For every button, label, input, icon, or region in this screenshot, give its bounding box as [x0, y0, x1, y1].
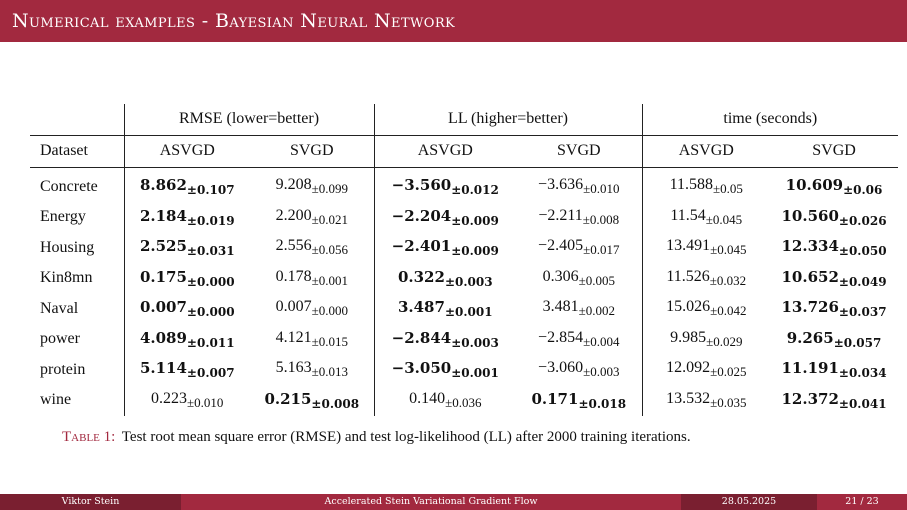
mean-value: 2.525	[139, 237, 187, 256]
method-header: SVGD	[770, 135, 898, 167]
std-subscript: ±0.000	[311, 303, 348, 319]
mean-value: −3.560	[391, 176, 452, 195]
value-cell	[642, 233, 770, 264]
group-header-rmse: RMSE (lower=better)	[124, 104, 374, 135]
value	[275, 206, 348, 227]
dataset-name-cell: power	[40, 330, 80, 348]
value-cell	[374, 263, 516, 294]
mean-value: 12.092	[666, 359, 711, 377]
std-subscript: ±0.019	[186, 213, 235, 228]
std-subscript: ±0.05	[713, 181, 743, 197]
std-subscript: ±0.003	[444, 274, 493, 289]
value-cell	[516, 233, 642, 264]
mean-value: −3.636	[538, 176, 584, 194]
best-value	[139, 237, 235, 259]
std-subscript: ±0.045	[705, 211, 743, 227]
best-value	[785, 176, 883, 198]
value	[666, 267, 747, 288]
best-value	[781, 267, 887, 289]
best-value	[781, 206, 887, 228]
value-cell	[516, 355, 642, 386]
value-cell	[516, 263, 642, 294]
value-cell	[374, 202, 516, 233]
std-subscript: ±0.034	[838, 366, 887, 381]
method-header: SVGD	[516, 135, 642, 167]
mean-value: 13.491	[666, 237, 711, 255]
table-row	[30, 202, 898, 233]
std-subscript: ±0.025	[710, 364, 747, 380]
value-cell	[770, 294, 898, 325]
std-subscript: ±0.000	[186, 274, 235, 289]
mean-value: 11.191	[781, 359, 839, 378]
mean-value: 0.223	[151, 389, 188, 407]
best-value	[781, 237, 887, 259]
value	[151, 389, 224, 410]
std-subscript: ±0.099	[311, 181, 348, 197]
best-value	[781, 389, 887, 411]
mean-value: 10.652	[781, 267, 839, 286]
std-subscript: ±0.018	[578, 396, 627, 411]
mean-value: −2.204	[391, 206, 452, 225]
value-cell	[516, 294, 642, 325]
mean-value: 3.481	[542, 298, 579, 316]
value	[669, 176, 743, 197]
table-row	[30, 324, 898, 355]
value-cell	[516, 385, 642, 416]
std-subscript: ±0.021	[311, 211, 348, 227]
value-cell	[770, 355, 898, 386]
std-subscript: ±0.012	[451, 183, 499, 198]
dataset-name-cell: Concrete	[40, 177, 98, 195]
footer-date: 28.05.2025	[681, 494, 817, 510]
slide-title: Numerical examples - Bayesian Neural Network	[12, 10, 456, 32]
value-cell	[642, 355, 770, 386]
std-subscript: ±0.001	[451, 366, 499, 381]
value-cell	[250, 324, 374, 355]
footer-title: Accelerated Stein Variational Gradient Flow	[181, 494, 681, 510]
std-subscript: ±0.057	[833, 335, 882, 350]
value-cell	[250, 294, 374, 325]
best-value	[391, 176, 499, 198]
mean-value: 11.54	[670, 206, 706, 224]
value	[538, 359, 620, 380]
value	[275, 267, 348, 288]
value	[275, 328, 348, 349]
mean-value: 2.184	[139, 206, 187, 225]
value	[538, 237, 620, 258]
value-cell	[250, 233, 374, 264]
best-value	[139, 206, 235, 228]
std-subscript: ±0.026	[838, 213, 887, 228]
value-cell	[124, 233, 250, 264]
dataset-header: Dataset	[30, 135, 124, 167]
std-subscript: ±0.013	[311, 364, 348, 380]
std-subscript: ±0.015	[311, 333, 348, 349]
best-value	[139, 328, 235, 350]
mean-value: 13.726	[781, 298, 839, 317]
dataset-name-cell: Naval	[40, 299, 79, 317]
mean-value: 5.114	[139, 359, 187, 378]
method-header: ASVGD	[374, 135, 516, 167]
dataset-name-cell: protein	[40, 360, 86, 378]
value	[538, 206, 620, 227]
std-subscript: ±0.032	[709, 272, 747, 288]
table-body	[30, 167, 898, 416]
std-subscript: ±0.036	[445, 394, 482, 410]
value-cell	[516, 324, 642, 355]
std-subscript: ±0.041	[838, 396, 887, 411]
value-cell	[124, 355, 250, 386]
mean-value: 0.007	[139, 298, 187, 317]
std-subscript: ±0.049	[838, 274, 887, 289]
caption-text: Test root mean square error (RMSE) and test log-likelihood (LL) after 2000 training iterations.	[121, 429, 691, 445]
value-cell	[124, 324, 250, 355]
best-value	[139, 298, 235, 320]
dataset-name-cell: Housing	[40, 238, 95, 256]
std-subscript: ±0.107	[186, 183, 235, 198]
std-subscript: ±0.06	[843, 183, 883, 198]
table-row	[30, 294, 898, 325]
method-header: SVGD	[250, 135, 374, 167]
table-row	[30, 233, 898, 264]
value	[275, 237, 348, 258]
value-cell	[642, 294, 770, 325]
footer-bar	[0, 494, 907, 510]
value-cell	[124, 167, 250, 202]
value-cell	[124, 294, 250, 325]
mean-value: 13.532	[666, 389, 711, 407]
std-subscript: ±0.056	[311, 242, 348, 258]
best-value	[531, 389, 627, 411]
method-header: ASVGD	[642, 135, 770, 167]
mean-value: 3.487	[397, 298, 445, 317]
mean-value: 11.588	[669, 176, 714, 194]
value-cell	[642, 385, 770, 416]
best-value	[397, 267, 493, 289]
value-cell	[124, 385, 250, 416]
dataset-name-cell: Energy	[40, 208, 86, 226]
value-cell	[250, 263, 374, 294]
std-subscript: ±0.007	[186, 366, 235, 381]
best-value	[391, 206, 499, 228]
value	[275, 298, 348, 319]
table-row	[30, 167, 898, 202]
value-cell	[642, 324, 770, 355]
mean-value: −2.401	[391, 237, 452, 256]
mean-value: 10.560	[781, 206, 839, 225]
std-subscript: ±0.008	[582, 211, 620, 227]
std-subscript: ±0.001	[444, 305, 493, 320]
best-value	[786, 328, 882, 350]
table-row	[30, 263, 898, 294]
mean-value: 10.609	[785, 176, 844, 195]
value-cell	[374, 233, 516, 264]
value-cell	[374, 385, 516, 416]
value	[542, 298, 615, 319]
mean-value: −2.844	[391, 328, 452, 347]
best-value	[781, 298, 887, 320]
best-value	[391, 359, 499, 381]
mean-value: 0.175	[139, 267, 187, 286]
std-subscript: ±0.017	[583, 242, 620, 258]
caption-label: Table 1:	[62, 429, 116, 445]
value	[409, 389, 482, 410]
value	[666, 298, 747, 319]
value-cell	[642, 167, 770, 202]
best-value	[397, 298, 493, 320]
mean-value: 2.556	[275, 237, 312, 255]
mean-value: 4.089	[139, 328, 187, 347]
std-subscript: ±0.029	[706, 333, 743, 349]
value-cell	[770, 202, 898, 233]
mean-value: −2.405	[538, 237, 584, 255]
table-row	[30, 355, 898, 386]
std-subscript: ±0.031	[186, 244, 235, 259]
std-subscript: ±0.005	[578, 272, 615, 288]
mean-value: 2.200	[275, 206, 312, 224]
std-subscript: ±0.003	[583, 364, 620, 380]
value	[670, 328, 743, 349]
mean-value: 9.985	[670, 328, 707, 346]
value	[538, 328, 620, 349]
dataset-name-cell: wine	[40, 391, 72, 409]
value	[666, 237, 747, 258]
results-table	[30, 104, 898, 416]
footer-author: Viktor Stein	[0, 494, 181, 510]
mean-value: 9.265	[786, 328, 834, 347]
mean-value: 0.322	[397, 267, 445, 286]
best-value	[139, 267, 235, 289]
std-subscript: ±0.003	[451, 335, 499, 350]
best-value	[139, 176, 235, 198]
value-cell	[770, 233, 898, 264]
empty-corner-cell	[30, 104, 124, 135]
std-subscript: ±0.042	[710, 303, 747, 319]
value-cell	[124, 202, 250, 233]
value-cell	[374, 167, 516, 202]
std-subscript: ±0.037	[838, 305, 887, 320]
std-subscript: ±0.001	[311, 272, 348, 288]
mean-value: 0.306	[542, 267, 579, 285]
std-subscript: ±0.050	[838, 244, 887, 259]
best-value	[264, 389, 360, 411]
std-subscript: ±0.004	[583, 333, 620, 349]
mean-value: −2.211	[538, 206, 583, 224]
value	[275, 359, 348, 380]
best-value	[391, 328, 499, 350]
mean-value: 12.372	[781, 389, 839, 408]
value-cell	[374, 294, 516, 325]
mean-value: −2.854	[538, 328, 584, 346]
method-header: ASVGD	[124, 135, 250, 167]
value-cell	[770, 263, 898, 294]
value-cell	[642, 202, 770, 233]
std-subscript: ±0.009	[451, 244, 499, 259]
value-cell	[770, 324, 898, 355]
std-subscript: ±0.002	[578, 303, 615, 319]
mean-value: 0.140	[409, 389, 446, 407]
value-cell	[374, 324, 516, 355]
value-cell	[250, 385, 374, 416]
table-row	[30, 385, 898, 416]
value-cell	[642, 263, 770, 294]
mean-value: 4.121	[275, 328, 312, 346]
value-cell	[374, 355, 516, 386]
mean-value: 15.026	[666, 298, 711, 316]
std-subscript: ±0.000	[186, 305, 235, 320]
std-subscript: ±0.010	[583, 181, 620, 197]
value-cell	[250, 202, 374, 233]
std-subscript: ±0.011	[186, 335, 235, 350]
value	[670, 206, 743, 227]
std-subscript: ±0.045	[710, 242, 747, 258]
mean-value: 0.178	[275, 267, 312, 285]
value	[275, 176, 348, 197]
mean-value: 8.862	[139, 176, 187, 195]
mean-value: 0.171	[531, 389, 579, 408]
std-subscript: ±0.035	[710, 394, 747, 410]
value	[538, 176, 620, 197]
value-cell	[516, 167, 642, 202]
footer-page-number: 21 / 23	[817, 494, 907, 510]
value-cell	[770, 385, 898, 416]
mean-value: −3.060	[538, 359, 584, 377]
group-header-ll: LL (higher=better)	[374, 104, 642, 135]
std-subscript: ±0.008	[311, 396, 360, 411]
value-cell	[516, 202, 642, 233]
value-cell	[250, 167, 374, 202]
mean-value: 0.007	[275, 298, 312, 316]
value	[666, 389, 747, 410]
value-cell	[124, 263, 250, 294]
method-header-row	[30, 135, 898, 167]
group-header-row	[30, 104, 898, 135]
best-value	[391, 237, 499, 259]
value	[666, 359, 747, 380]
mean-value: 11.526	[666, 267, 710, 285]
std-subscript: ±0.009	[451, 213, 499, 228]
mean-value: 9.208	[275, 176, 312, 194]
slide-title-bar	[0, 0, 907, 42]
value-cell	[770, 167, 898, 202]
group-header-time: time (seconds)	[642, 104, 898, 135]
mean-value: 5.163	[275, 359, 312, 377]
table-caption	[62, 429, 691, 446]
value-cell	[250, 355, 374, 386]
mean-value: 0.215	[264, 389, 312, 408]
mean-value: 12.334	[781, 237, 839, 256]
best-value	[781, 359, 887, 381]
dataset-name-cell: Kin8mn	[40, 269, 93, 287]
best-value	[139, 359, 235, 381]
value	[542, 267, 615, 288]
mean-value: −3.050	[391, 359, 452, 378]
std-subscript: ±0.010	[187, 394, 224, 410]
